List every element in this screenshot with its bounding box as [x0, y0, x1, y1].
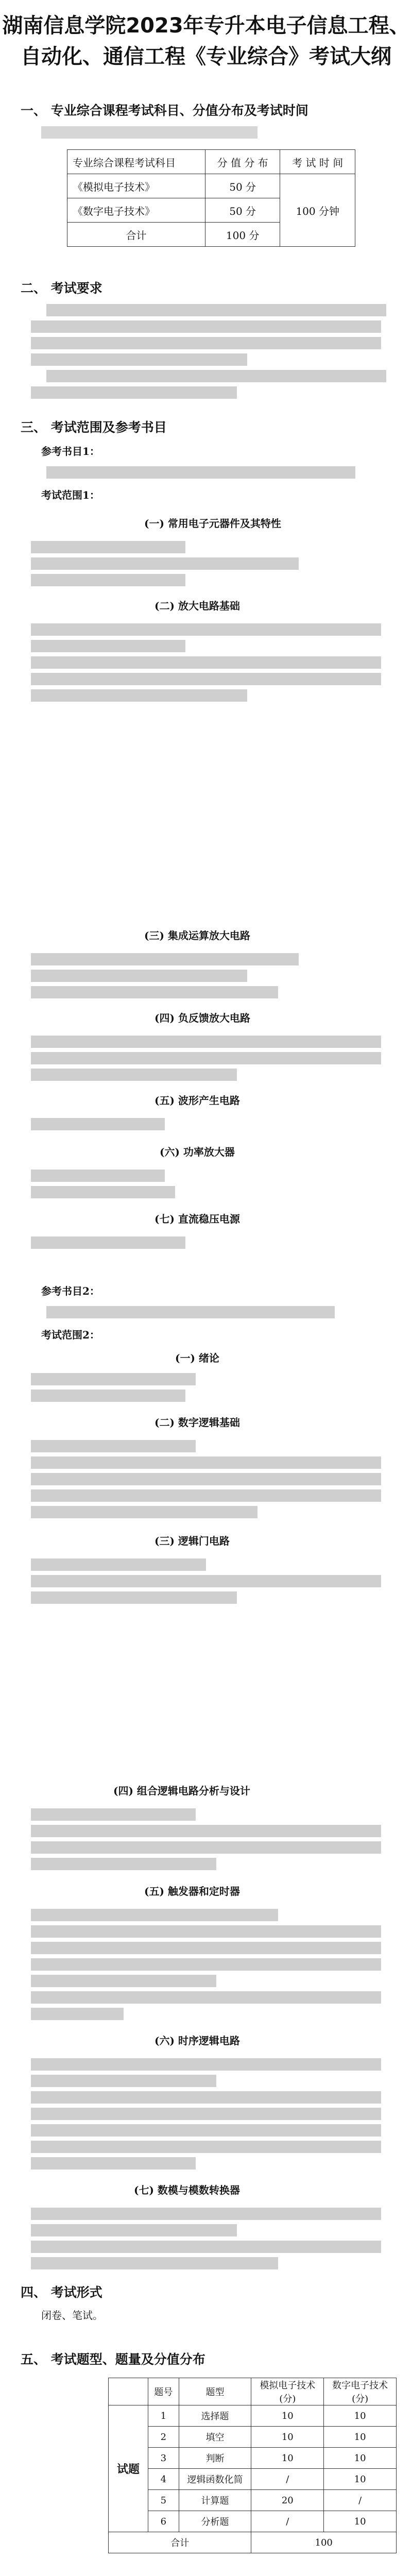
- illegible-text-line: [31, 2108, 381, 2120]
- illegible-text-line: [31, 2208, 381, 2220]
- illegible-text-line: [31, 673, 381, 685]
- chapter-2-1: (一) 绪论: [175, 1352, 219, 1364]
- section-5-heading: 五、 考试题型、题量及分值分布: [21, 2352, 205, 2367]
- illegible-text-line: [31, 386, 237, 399]
- table2-type-2: 填空: [179, 2427, 251, 2448]
- table2-analog-6: /: [251, 2511, 324, 2532]
- chapter-1-7: (七) 直流稳压电源: [154, 1213, 240, 1225]
- table2-digital-3: 10: [324, 2448, 397, 2469]
- table2-type-1: 选择题: [179, 2405, 251, 2427]
- illegible-text-line: [31, 574, 185, 586]
- illegible-text-line: [31, 656, 381, 669]
- table2-header-analog: 模拟电子技术 (分): [251, 2378, 324, 2405]
- exam-form-text: 闭卷、笔试。: [41, 2309, 103, 2321]
- chapter-1-3: (三) 集成运算放大电路: [144, 929, 250, 942]
- exam-scope-2-label: 考试范围2：: [41, 1329, 100, 1341]
- table2-analog-2: 10: [251, 2427, 324, 2448]
- illegible-text-line: [31, 1575, 381, 1587]
- illegible-text-line: [31, 986, 278, 998]
- illegible-text-line: [31, 1506, 258, 1518]
- exam-scope-1-label: 考试范围1：: [41, 489, 100, 501]
- chapter-1-2: (二) 放大电路基础: [154, 600, 240, 612]
- illegible-text-line: [31, 970, 247, 982]
- table1-total-label: 合计: [67, 223, 205, 247]
- illegible-text-line: [41, 126, 258, 139]
- table1-score-2: 50 分: [205, 198, 280, 223]
- section-1-heading: 一、 专业综合课程考试科目、分值分布及考试时间: [21, 103, 308, 118]
- table2-no-5: 5: [148, 2490, 179, 2511]
- illegible-text-line: [31, 1558, 206, 1571]
- illegible-text-line: [31, 689, 247, 702]
- illegible-text-line: [31, 1489, 381, 1502]
- illegible-text-line: [31, 1440, 196, 1452]
- chapter-2-7: (七) 数模与模数转换器: [134, 2184, 240, 2196]
- illegible-text-line: [31, 953, 299, 965]
- illegible-text-line: [31, 353, 247, 366]
- chapter-2-2: (二) 数字逻辑基础: [154, 1416, 240, 1429]
- illegible-text-line: [31, 1975, 216, 1987]
- illegible-text-line: [31, 1170, 165, 1182]
- illegible-text-line: [46, 304, 386, 316]
- chapter-2-6: (六) 时序逻辑电路: [154, 2035, 240, 2047]
- illegible-text-line: [46, 466, 355, 479]
- chapter-2-5: (五) 触发器和定时器: [144, 1885, 240, 1897]
- table2-header-digital: 数字电子技术 (分): [324, 2378, 397, 2405]
- table1-header-score: 分 值 分 布: [205, 150, 280, 174]
- chapter-1-6: (六) 功率放大器: [160, 1146, 235, 1158]
- table1-total-score: 100 分: [205, 223, 280, 247]
- table2-header-type: 题型: [179, 2378, 251, 2405]
- table2-digital-6: 10: [324, 2511, 397, 2532]
- table2-type-3: 判断: [179, 2448, 251, 2469]
- table2-digital-5: /: [324, 2490, 397, 2511]
- table2-digital-4: 10: [324, 2469, 397, 2490]
- illegible-text-line: [31, 640, 185, 652]
- table2-header-no: 题号: [148, 2378, 179, 2405]
- reference-book-2-label: 参考书目2：: [41, 1285, 100, 1297]
- illegible-text-line: [46, 370, 386, 382]
- table2-no-1: 1: [148, 2405, 179, 2427]
- title-line-1: 湖南信息学院2023年专升本电子信息工程、: [2, 14, 410, 38]
- table1-subject-2: 《数字电子技术》: [67, 198, 205, 223]
- table2-digital-1: 10: [324, 2405, 397, 2427]
- illegible-text-line: [46, 1306, 335, 1318]
- table2-analog-4: /: [251, 2469, 324, 2490]
- table1-score-1: 50 分: [205, 174, 280, 198]
- table2-no-4: 4: [148, 2469, 179, 2490]
- table2-type-4: 逻辑函数化简: [179, 2469, 251, 2490]
- illegible-text-line: [31, 2124, 381, 2137]
- illegible-text-line: [31, 2091, 381, 2104]
- illegible-text-line: [31, 1942, 381, 1954]
- table2-digital-2: 10: [324, 2427, 397, 2448]
- illegible-text-line: [31, 1958, 381, 1971]
- table2-row-label: 试题: [109, 2405, 148, 2532]
- table2-total: 100: [251, 2532, 397, 2553]
- section-2-heading: 二、 考试要求: [21, 281, 102, 296]
- section-4-heading: 四、 考试形式: [21, 2285, 102, 2300]
- illegible-text-line: [31, 2224, 237, 2236]
- illegible-text-line: [31, 2141, 381, 2153]
- reference-book-1-label: 参考书目1：: [41, 445, 100, 457]
- document-title: [0, 10, 412, 72]
- illegible-text-line: [31, 2008, 124, 2020]
- illegible-text-line: [31, 1991, 381, 2004]
- illegible-text-line: [31, 2075, 216, 2087]
- illegible-text-line: [31, 337, 381, 349]
- illegible-text-line: [31, 1591, 237, 1604]
- illegible-text-line: [31, 1841, 381, 1854]
- table1-time: 100 分钟: [280, 174, 355, 247]
- chapter-2-3: (三) 逻辑门电路: [154, 1535, 230, 1547]
- title-line-2: 自动化、通信工程《专业综合》考试大纲: [21, 45, 391, 69]
- chapter-2-4: (四) 组合逻辑电路分析与设计: [113, 1785, 250, 1797]
- illegible-text-line: [31, 320, 381, 333]
- illegible-text-line: [31, 1808, 196, 1821]
- illegible-text-line: [31, 1186, 175, 1198]
- illegible-text-line: [31, 623, 381, 636]
- illegible-text-line: [31, 1473, 381, 1485]
- illegible-text-line: [31, 2157, 196, 2170]
- chapter-1-5: (五) 波形产生电路: [154, 1094, 240, 1107]
- table2-total-label: 合计: [109, 2532, 251, 2553]
- illegible-text-line: [31, 1925, 381, 1938]
- illegible-text-line: [31, 1118, 165, 1130]
- table2-analog-5: 20: [251, 2490, 324, 2511]
- table1-header-subject: 专业综合课程考试科目: [67, 150, 205, 174]
- question-type-table: [108, 2378, 397, 2553]
- illegible-text-line: [31, 2058, 381, 2071]
- illegible-text-line: [31, 1036, 381, 1048]
- table2-analog-3: 10: [251, 2448, 324, 2469]
- chapter-1-1: (一) 常用电子元器件及其特性: [144, 517, 281, 530]
- table2-corner: [109, 2378, 148, 2405]
- illegible-text-line: [31, 1858, 216, 1870]
- illegible-text-line: [31, 1052, 381, 1064]
- table2-no-2: 2: [148, 2427, 179, 2448]
- illegible-text-line: [31, 2241, 381, 2253]
- illegible-text-line: [31, 1389, 185, 1402]
- table2-no-6: 6: [148, 2511, 179, 2532]
- illegible-text-line: [31, 1373, 196, 1385]
- table1-subject-1: 《模拟电子技术》: [67, 174, 205, 198]
- table2-type-6: 分析题: [179, 2511, 251, 2532]
- illegible-text-line: [31, 1825, 381, 1837]
- illegible-text-line: [31, 1236, 185, 1249]
- section-3-heading: 三、 考试范围及参考书目: [21, 420, 167, 435]
- illegible-text-line: [31, 557, 299, 570]
- illegible-text-line: [31, 1069, 237, 1081]
- subject-score-table: [67, 149, 355, 247]
- illegible-text-line: [31, 541, 185, 553]
- table2-type-5: 计算题: [179, 2490, 251, 2511]
- table2-analog-1: 10: [251, 2405, 324, 2427]
- table1-header-time: 考 试 时 间: [280, 150, 355, 174]
- illegible-text-line: [31, 1909, 278, 1921]
- table2-no-3: 3: [148, 2448, 179, 2469]
- chapter-1-4: (四) 负反馈放大电路: [154, 1012, 250, 1024]
- illegible-text-line: [31, 1456, 381, 1469]
- illegible-text-line: [31, 2257, 278, 2269]
